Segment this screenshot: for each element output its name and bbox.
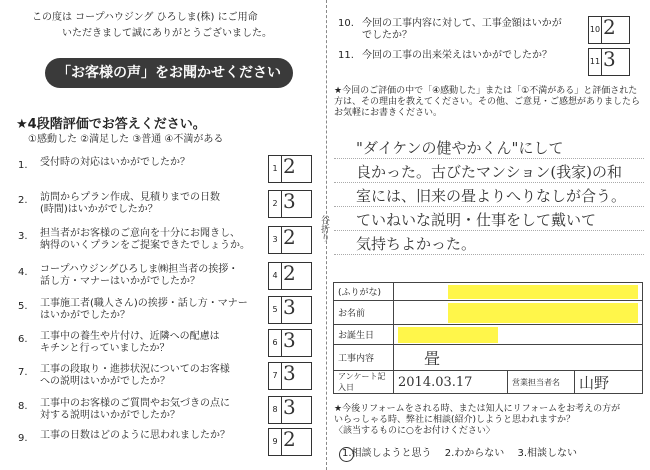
question-text: 工事中のお客様のご質問やお気づきの点に 対する説明はいかがでしたか？ (40, 398, 230, 421)
score-box[interactable] (268, 190, 312, 218)
question-text: 担当者がお客様のご意向を十分にお聞きし、 納得のいくプランをご提案できたでしょうか。 (40, 228, 250, 251)
question-number: 2. (18, 195, 28, 206)
staff-label: 営業担当者名 (508, 371, 575, 394)
score-box[interactable] (268, 226, 312, 254)
question-number: 11. (338, 50, 354, 61)
score-answer: 3 (283, 361, 296, 385)
comment-line: 気持ちよかった。 (356, 235, 477, 253)
score-answer: 3 (283, 328, 296, 352)
question-number: 8. (18, 401, 28, 412)
work-value[interactable]: 畳 (394, 345, 643, 371)
question-number: 9. (18, 433, 28, 444)
option-unsure[interactable]: 2.わからない (444, 448, 505, 459)
score-answer: 2 (283, 427, 296, 451)
score-box-number: 10 (589, 17, 602, 43)
score-answer: 3 (283, 395, 296, 419)
comment-line: 良かった。古びたマンション(我家)の和 (356, 163, 623, 181)
question-number: 5. (18, 301, 28, 312)
question-number: 4. (18, 267, 28, 278)
score-box-number: 6 (269, 330, 282, 356)
question-text: 受付時の対応はいかがでしたか？ (40, 157, 190, 168)
score-answer: 2 (283, 154, 296, 178)
birthday-field[interactable] (394, 325, 643, 345)
fold-label: 谷折り (319, 215, 329, 242)
score-answer: 2 (283, 261, 296, 285)
score-box[interactable] (268, 329, 312, 357)
future-prompt: ★今後リフォームをされる時、または知人にリフォームをお考えの方が いらっしゃる時、弊社に相談(紹介)しようと思われますか？ 〈該当するものに○をお付けください〉 (334, 404, 621, 436)
score-box[interactable] (268, 296, 312, 324)
survey-date-value[interactable]: 2014.03.17 (394, 371, 508, 394)
question-number: 7. (18, 367, 28, 378)
furigana-field[interactable] (394, 283, 643, 301)
future-options (342, 448, 642, 460)
birthday-label: お誕生日 (334, 325, 394, 345)
score-answer: 2 (603, 15, 616, 39)
section-title: ★4段階評価でお答えください。 (16, 117, 206, 132)
score-box-number: 1 (269, 156, 282, 182)
comment-prompt: ★今回のご評価の中で「④感動した」または「①不満がある」と評価された 方は、その理由を教えてください。その他、ご意見・ご感想がありましたら お気軽にお書きください。 (334, 86, 641, 118)
comment-line: 室には、旧来の畳よりへりなしが合う。 (356, 187, 627, 205)
score-box-number: 11 (589, 49, 602, 75)
question-text: 工事施工者(職人さん)の挨拶・話し方・マナー はいかがでしたか？ (40, 298, 248, 321)
score-box[interactable] (268, 428, 312, 456)
voice-banner: 「お客様の声」をお聞かせください (45, 58, 293, 88)
staff-value[interactable]: 山野 (575, 371, 643, 394)
question-text: 工事の段取り・進捗状況についてのお客様 への説明はいかがでしたか？ (40, 364, 230, 387)
question-number: 10. (338, 18, 354, 29)
option-consult[interactable]: 1.相談しようと思う (342, 448, 432, 460)
name-label: お名前 (334, 301, 394, 325)
header-line-2: いただきまして誠にありがとうございました。 (62, 28, 272, 39)
question-text: 訪問からプラン作成、見積りまでの日数 (時間)はいかがでしたか？ (40, 192, 220, 215)
question-text: コープハウジングひろしま㈱担当者の挨拶・ 話し方・マナーはいかがでしたか？ (40, 264, 239, 287)
question-text: 工事の日数はどのように思われましたか？ (40, 430, 230, 441)
work-label: 工事内容 (334, 345, 394, 371)
survey-date-label: アンケート記入日 (334, 371, 394, 394)
option-no[interactable]: 3.相談しない (517, 448, 578, 459)
score-box-number: 9 (269, 429, 282, 455)
score-box[interactable] (268, 362, 312, 390)
furigana-label: (ふりがな) (334, 283, 394, 301)
score-box[interactable] (268, 155, 312, 183)
score-box-number: 3 (269, 227, 282, 253)
question-number: 6. (18, 334, 28, 345)
header-line-1: この度は コープハウジング ひろしま(株) にご用命 (32, 12, 258, 23)
score-answer: 3 (603, 47, 616, 71)
score-box-number: 2 (269, 191, 282, 217)
comment-line: ていねいな説明・仕事をして戴いて (356, 211, 597, 229)
customer-form (333, 282, 643, 394)
question-number: 1. (18, 160, 28, 171)
name-field[interactable] (394, 301, 643, 325)
score-box[interactable] (268, 396, 312, 424)
comment-line: "ダイケンの健やかくん"にして (356, 139, 564, 157)
question-text: 今回の工事内容に対して、工事金額はいかが でしたか？ (362, 18, 562, 41)
score-answer: 3 (283, 295, 296, 319)
score-answer: 2 (283, 225, 296, 249)
scale-note: ①感動した ②満足した ③普通 ④不満がある (28, 134, 224, 145)
score-box-number: 7 (269, 363, 282, 389)
score-box[interactable] (588, 16, 630, 44)
question-text: 今回の工事の出来栄えはいかがでしたか？ (362, 50, 552, 61)
score-box-number: 4 (269, 263, 282, 289)
score-answer: 3 (283, 189, 296, 213)
score-box[interactable] (268, 262, 312, 290)
question-number: 3. (18, 231, 28, 242)
circle-mark-icon (339, 447, 354, 462)
question-text: 工事中の養生や片付け、近隣への配慮は キチンと行っていましたか？ (40, 331, 220, 354)
score-box[interactable] (588, 48, 630, 76)
score-box-number: 8 (269, 397, 282, 423)
score-box-number: 5 (269, 297, 282, 323)
